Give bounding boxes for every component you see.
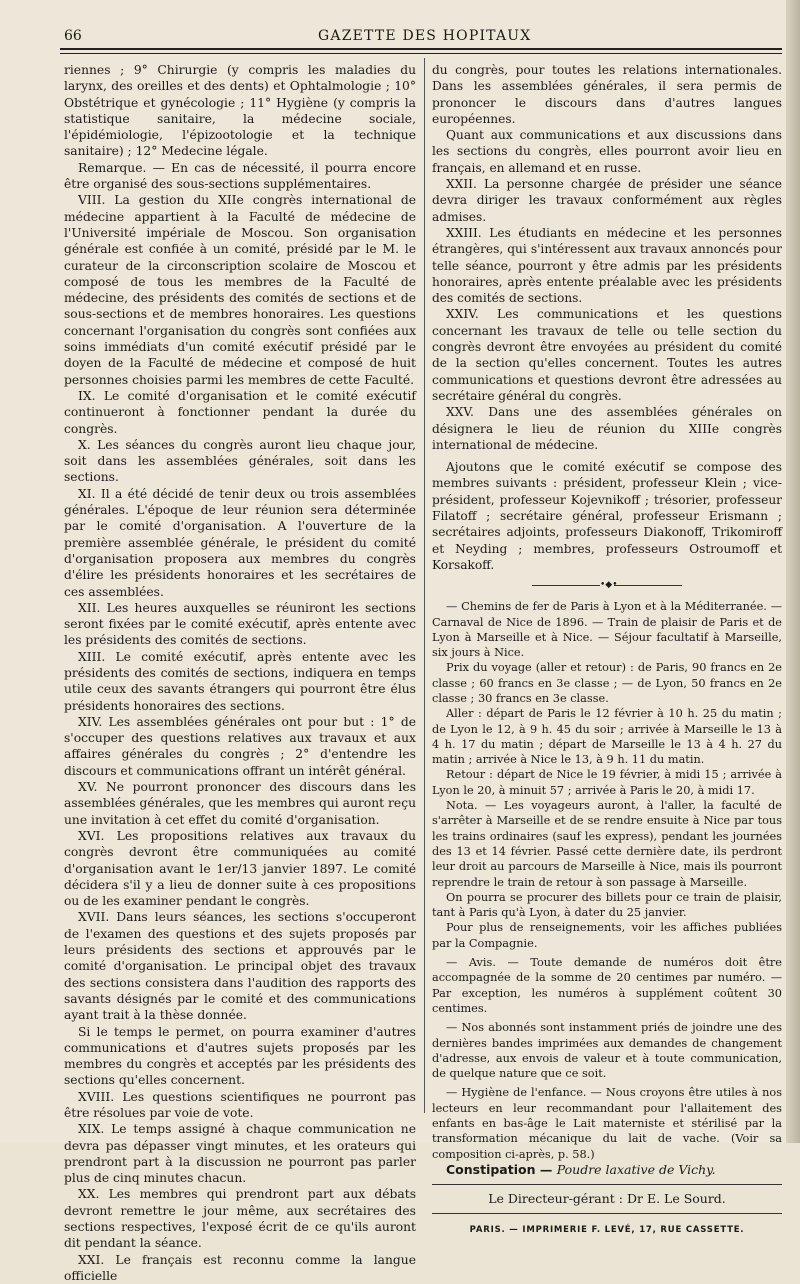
paragraph: XIV. Les assemblées générales ont pour but : 1° de s'occuper des questions relatives aux travaux et aux affaires générales du congrès ; 2° d'entendre les discours et communications offrant un intérêt général. [64, 714, 416, 778]
paragraph: du congrès, pour toutes les relations internationales. Dans les assemblées générales, il sera permis de prononcer le discours dans d'autres langues européennes. [432, 63, 782, 126]
paragraph: XXV. Dans une des assemblées générales on désignera le lieu de réunion du XIIIe congrès international de médecine. [432, 405, 782, 452]
director-line: Le Directeur-gérant : Dr E. Le Sourd. [488, 1191, 726, 1207]
paragraph: riennes ; 9° Chirurgie (y compris les maladies du larynx, des oreilles et des dents) et Ophtalmologie ; 10° Obstétrique et gynécologie ; 11° Hygiène (y compris la statistique sanitaire, la médecine sociale, l'épidémiologie, l'épizootologie et la technique sanitaire) ; 12° Medecine légale. [64, 63, 416, 159]
paragraph: XXIV. Les communications et les questions concernant les travaux de telle ou telle section du congrès devront être envoyées au président du comité de la section qu'elles concernent. Toutes les autres communications et questions devront être adressées au secrétaire général du congrès. [432, 307, 782, 403]
paragraph: XX. Les membres qui prendront part aux débats devront remettre le jour même, aux secrétaires des sections respectives, l'exposé écrit de ce qu'ils auront dit pendant la séance. [64, 1187, 416, 1251]
notice-paragraph: — Nos abonnés sont instamment priés de joindre une des dernières bandes imprimées aux demandes de changement d'adresse, aux envois de valeur et à toute communication, de quelque nature que ce soit. [432, 1021, 782, 1081]
paragraph: X. Les séances du congrès auront lieu chaque jour, soit dans les assemblées générales, soit dans les sections. [64, 437, 416, 485]
paragraph: XVIII. Les questions scientifiques ne pourront pas être résolues par voie de vote. [64, 1089, 416, 1120]
notices-section [432, 599, 782, 1162]
paragraph: Si le temps le permet, on pourra examiner d'autres communications et d'autres sujets proposés par les membres du congrès et acceptés par les présidents des sections qu'elles concernent. [64, 1024, 416, 1088]
paragraph: XXIII. Les étudiants en médecine et les personnes étrangères, qui s'intéressent aux travaux annoncés pour telle séance, pourront y être admis par les présidents honoraires, après entente préalable avec les présidents des comités de sections. [432, 225, 782, 306]
notice-paragraph: Retour : départ de Nice le 19 février, à midi 15 ; arrivée à Lyon le 20, à minuit 57 ; arrivée à Paris le 20, à midi 17. [432, 768, 782, 797]
left-column [64, 62, 416, 1284]
printer-line: PARIS. — IMPRIMERIE F. LEVÉ, 17, RUE CASSETTE. [469, 1225, 745, 1236]
paragraph: XV. Ne pourront prononcer des discours dans les assemblées générales, que les membres qui auront reçu une invitation à cet effet du comité d'organisation. [64, 780, 416, 827]
notice-paragraph: Nota. — Les voyageurs auront, à l'aller, la faculté de s'arrêter à Marseille et de se rendre ensuite à Nice par tous les trains ordinaires (sauf les express), pendant les journées des 13 et 14 février. Passé cette dernière date, ils perdront leur droit au parcours de Marseille à Nice, mais ils pourront reprendre le train de retour à son passage à Marseille. [432, 799, 782, 889]
paragraph: Ajoutons que le comité exécutif se compose des membres suivants : président, professeur Klein ; vice-président, professeur Kojevnikoff ; trésorier, professeur Filatoff ; secrétaire général, professeur Erismann ; secrétaires adjoints, professeurs Diakonoff, Trikomiroff et Neyding ; membres, professeurs Ostroumoff et Korsakoff. [432, 460, 782, 572]
paragraph: XVI. Les propositions relatives aux travaux du congrès devront être communiquées au comité d'organisation avant le 1er/13 janvier 1897. Le comité décidera s'il y a lieu de donner suite à ces propositions ou de les examiner pendant le congrès. [64, 828, 416, 909]
notice-paragraph: — Hygiène de l'enfance. — Nous croyons être utiles à nos lecteurs en leur recommandant pour l'allaitement des enfants en bas-âge le Lait materniste et stérilisé par la transformation mécanique du lait de vache. (Voir sa composition ci-après, p. 58.) [432, 1086, 782, 1161]
notice-paragraph: On pourra se procurer des billets pour ce train de plaisir, tant à Paris qu'à Lyon, à dater du 25 janvier. [432, 890, 782, 920]
notice-paragraph: Aller : départ de Paris le 12 février à 10 h. 25 du matin ; de Lyon le 12, à 9 h. 45 du soir ; arrivée à Marseille le 13 à 4 h. 17 du matin ; départ de Marseille le 13 à 4 h. 27 du matin ; arrivée à Nice le 13, à 9 h. 11 du matin. [432, 707, 782, 767]
header-rule-thin [60, 53, 782, 54]
paragraph: XXI. Le français est reconnu comme la langue officielle [64, 1252, 416, 1283]
header-rule [60, 48, 782, 50]
notice-paragraph: Prix du voyage (aller et retour) : de Paris, 90 francs en 2e classe ; 60 francs en 3e classe ; — de Lyon, 50 francs en 2e classe ; 30 francs en 3e classe. [432, 661, 782, 705]
footer-rule [432, 1184, 782, 1185]
paragraph: XVII. Dans leurs séances, les sections s'occuperont de l'examen des questions et des sujets proposés par leurs présidents des sections et approuvés par le comité d'organisation. Le principal objet des travaux des sections consistera dans l'audition des rapports des savants désignés par le comité et des communications ayant trait à la thèse donnée. [64, 910, 416, 1023]
paragraph: VIII. La gestion du XIIe congrès international de médecine appartient à la Faculté de médecine de l'Université impériale de Moscou. Son organisation générale est confiée à un comité, présidé par le M. le curateur de la circonscription scolaire de Moscou et composé de tous les membres de la Faculté de médecine, des présidents des comités de sections et de sous-sections et de membres honoraires. Les questions concernant l'organisation du congrès sont confiées aux soins immédiats d'un comité exécutif présidé par le doyen de la Faculté de médecine et composé de huit personnes choisies parmi les membres de cette Faculté. [64, 193, 416, 387]
section-ornament [432, 579, 782, 593]
page-header [0, 28, 800, 44]
paragraph: XXII. La personne chargée de présider une séance devra diriger les travaux conformément aux règles admises. [432, 177, 782, 224]
ornament-glyph: •◆• [600, 580, 618, 591]
advert-label: Constipation [446, 1161, 536, 1177]
page-number: 66 [64, 28, 82, 44]
paragraph: XIX. Le temps assigné à chaque communication ne devra pas dépasser vingt minutes, et les orateurs qui prendront part à la discussion ne pourront pas parler plus de cinq minutes chacun. [64, 1122, 416, 1186]
footer-rule [432, 1213, 782, 1214]
notice-paragraph: Pour plus de renseignements, voir les affiches publiées par la Compagnie. [432, 921, 782, 950]
advert-product: Poudre laxative de Vichy. [556, 1161, 716, 1177]
paragraph: XIII. Le comité exécutif, après entente avec les présidents des comités de sections, indiquera en temps utile ceux des savants étrangers qui pourront être élus présidents honoraires des sections. [64, 649, 416, 713]
paragraph: XII. Les heures auxquelles se réuniront les sections seront fixées par le comité exécutif, après entente avec les présidents des comités de sections. [64, 600, 416, 648]
column-divider [424, 58, 425, 1113]
paragraph: IX. Le comité d'organisation et le comité exécutif continueront à fonctionner pendant la durée du congrès. [64, 388, 416, 436]
notice-paragraph: — Chemins de fer de Paris à Lyon et à la Méditerranée. — Carnaval de Nice de 1896. — Train de plaisir de Paris et de Lyon à Marseille et à Nice. — Séjour facultatif à Marseille, six jours à Nice. [432, 600, 782, 660]
paragraph: XI. Il a été décidé de tenir deux ou trois assemblées générales. L'époque de leur réunion sera déterminée par le comité d'organisation. A l'ouverture de la première assemblée générale, le président du comité d'organisation proposera aux membres du congrès d'élire les présidents honoraires et les secrétaires de ces assemblées. [64, 486, 416, 599]
advertisement: Constipation — Poudre laxative de Vichy. [446, 1161, 716, 1177]
running-title: GAZETTE DES HOPITAUX [318, 28, 532, 44]
notice-paragraph: — Avis. — Toute demande de numéros doit être accompagnée de la somme de 20 centimes par numéro. — Par exception, les numéros à supplément coûtent 30 centimes. [432, 956, 782, 1015]
paragraph: Remarque. — En cas de nécessité, il pourra encore être organisé des sous-sections supplémentaires. [64, 160, 416, 192]
paragraph: Quant aux communications et aux discussions dans les sections du congrès, elles pourront avoir lieu en français, en allemand et en russe. [432, 128, 782, 175]
right-column [432, 62, 782, 1239]
page-edge [786, 0, 800, 1143]
